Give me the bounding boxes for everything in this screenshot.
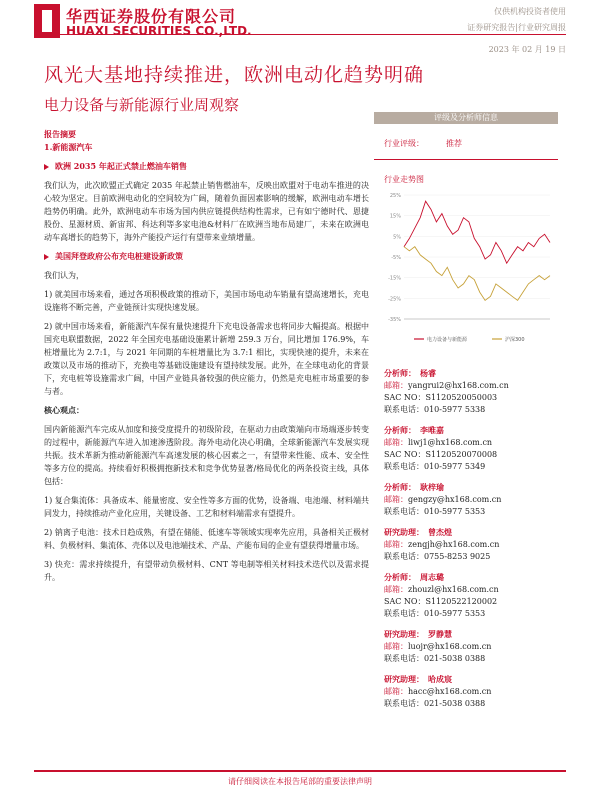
triangle-bullet-icon bbox=[44, 164, 49, 170]
analyst-name-line bbox=[384, 424, 558, 437]
analyst-email-line bbox=[384, 539, 558, 551]
legal-notice: 请仔细阅读在本报告尾部的重要法律声明 bbox=[228, 777, 372, 786]
analyst-name-line bbox=[384, 673, 558, 686]
analyst-card bbox=[374, 367, 558, 416]
analyst-phone: 联系电话：021-5038 0388 bbox=[384, 699, 486, 708]
analyst-role: 分析师： bbox=[384, 572, 416, 582]
series-line-0 bbox=[404, 201, 550, 263]
analyst-role: 分析师： bbox=[384, 425, 416, 435]
email-label: 邮箱： bbox=[384, 495, 408, 504]
analyst-phone: 联系电话：021-5038 0388 bbox=[384, 654, 486, 663]
trend-chart-title: 行业走势图 bbox=[384, 175, 424, 184]
header-divider bbox=[34, 34, 566, 35]
email-label: 邮箱： bbox=[384, 687, 408, 696]
analyst-role: 研究助理： bbox=[384, 674, 424, 684]
analyst-email-line bbox=[384, 494, 558, 506]
email-label: 邮箱： bbox=[384, 381, 408, 390]
report-title: 风光大基地持续推进，欧洲电动化趋势明确 bbox=[44, 64, 425, 86]
analyst-name: 杨睿 bbox=[420, 368, 436, 378]
analyst-name: 李唯嘉 bbox=[420, 425, 444, 435]
y-tick-label: -25% bbox=[388, 296, 401, 303]
analyst-name-line bbox=[384, 628, 558, 641]
legend-label: 沪深300 bbox=[505, 337, 525, 343]
sidebar-title-bar: 评级及分析师信息 bbox=[374, 112, 558, 124]
analyst-email[interactable]: zengjh@hx168.com.cn bbox=[408, 540, 500, 549]
paragraph: 国内新能源汽车完成从加度和接受度提升的初级阶段，在驱动力由政策端向市场端逐步转变的过程中，新能源汽车进入加速渗透阶段。海外电动化决心明确，全球新能源汽车发展实现共振。技术革新为推动新能源汽车高速发展的核心因素之一，有望带来性能、成本、安全性等多方位的提高。持续看好积极拥抱新技术和竞争优势显著/格局优化的两条投资主线，具体包括： bbox=[44, 425, 369, 486]
analyst-phone: 联系电话：010-5977 5338 bbox=[384, 405, 486, 414]
report-subtitle: 电力设备与新能源行业周观察 bbox=[44, 96, 240, 114]
analyst-role: 研究助理： bbox=[384, 629, 424, 639]
analyst-email[interactable]: gengzy@hx168.com.cn bbox=[408, 495, 502, 504]
analyst-card bbox=[374, 673, 558, 710]
bullet-heading bbox=[44, 160, 369, 173]
paragraph: 我们认为， bbox=[44, 271, 84, 280]
analyst-email-line bbox=[384, 686, 558, 698]
analyst-email-line bbox=[384, 641, 558, 653]
analyst-role: 研究助理： bbox=[384, 527, 424, 537]
analyst-name: 罗静慧 bbox=[428, 629, 452, 639]
section-heading-ev: 1.新能源汽车 bbox=[44, 142, 93, 152]
analyst-name-line bbox=[384, 526, 558, 539]
rating-value: 推荐 bbox=[446, 139, 462, 148]
audience-note: 仅供机构投资者使用 bbox=[494, 7, 566, 16]
paragraph: 1) 复合集流体：具备成本、能量密度、安全性等多方面的优势，设备端、电池端、材料端共同发力，持续推动产业化应用，关键设备、工艺和材料端需求有望提升。 bbox=[44, 496, 369, 518]
summary-heading: 报告摘要 bbox=[44, 129, 76, 139]
sidebar bbox=[374, 112, 558, 710]
y-tick-label: -5% bbox=[391, 255, 401, 261]
analyst-list bbox=[374, 367, 558, 710]
bullet-text: 美国拜登政府公布充电桩建设新政策 bbox=[55, 251, 183, 261]
bullet-heading bbox=[44, 250, 369, 263]
analyst-phone: 联系电话：010-5977 5349 bbox=[384, 462, 486, 471]
analyst-email[interactable]: yangrui2@hx168.com.cn bbox=[408, 381, 509, 390]
analyst-card bbox=[374, 481, 558, 518]
paragraph: 2) 钠离子电池：技术日趋成熟，有望在储能、低速车等领域实现率先应用，具备相关正极材料、负极材料、集流体、壳体以及电池端技术、产品、产能布局的企业有望获得增量市场。 bbox=[44, 528, 369, 550]
analyst-name: 周志璐 bbox=[420, 572, 444, 582]
series-line-1 bbox=[404, 247, 550, 301]
legend-label: 电力设备与新能源 bbox=[427, 337, 468, 343]
email-label: 邮箱： bbox=[384, 438, 408, 447]
analyst-email-line bbox=[384, 437, 558, 449]
analyst-email[interactable]: zhouzl@hx168.com.cn bbox=[408, 585, 499, 594]
analyst-email[interactable]: hacc@hx168.com.cn bbox=[408, 687, 492, 696]
analyst-card bbox=[374, 571, 558, 620]
y-tick-label: 15% bbox=[389, 213, 401, 220]
industry-rating bbox=[374, 138, 558, 149]
analyst-name-line bbox=[384, 571, 558, 584]
logo-cn-text: 华西证券股份有限公司 bbox=[66, 7, 237, 26]
y-tick-label: -35% bbox=[388, 317, 401, 323]
analyst-role: 分析师： bbox=[384, 368, 416, 378]
rating-label: 行业评级： bbox=[384, 139, 424, 148]
report-type: 证券研究报告|行业研究周报 bbox=[467, 23, 566, 32]
analyst-card bbox=[374, 628, 558, 665]
paragraph: 1) 就美国市场来看，通过各项积极政策的推动下，美国市场电动车销量有望高速增长，充电设施将不断完善，产业链预计实现快速发展。 bbox=[44, 290, 369, 312]
analyst-phone: 联系电话：010-5977 5353 bbox=[384, 507, 486, 516]
footer-divider bbox=[34, 770, 566, 772]
analyst-email-line bbox=[384, 380, 558, 392]
email-label: 邮箱： bbox=[384, 540, 408, 549]
analyst-email[interactable]: liwj1@hx168.com.cn bbox=[408, 438, 493, 447]
analyst-email[interactable]: luojr@hx168.com.cn bbox=[408, 642, 492, 651]
report-body bbox=[44, 128, 369, 584]
analyst-phone: 联系电话：0755-8253 9025 bbox=[384, 552, 491, 561]
analyst-card bbox=[374, 424, 558, 473]
analyst-sac: SAC NO：S1120520050003 bbox=[384, 393, 498, 402]
analyst-card bbox=[374, 526, 558, 563]
paragraph: 2) 就中国市场来看，新能源汽车保有量快速提升下充电设备需求也将同步大幅提高。根据中国充电联盟数据，2022 年全国充电基础设施累计新增 259.3 万台，同比增加 176.9%，车桩增量比为 2.7:1，与 2021 年同期的车桩增量比为 3.7:1 相比，实现快速的提升，未来在政策以及市场的推动下，充换电等基础设施建设有望持续发展。此外，在全球电动化的背景下，充电桩等设施需求广阔，中国产业链具备较强的供应能力，仍然是充电桩市场重要的参与者。 bbox=[44, 322, 369, 396]
triangle-bullet-icon bbox=[44, 254, 49, 260]
analyst-role: 分析师： bbox=[384, 482, 416, 492]
logo-en-text: HUAXI SECURITIES CO.,LTD. bbox=[66, 24, 252, 38]
bullet-text: 欧洲 2035 年起正式禁止燃油车销售 bbox=[55, 161, 187, 171]
analyst-name-line bbox=[384, 481, 558, 494]
trend-chart bbox=[374, 189, 558, 357]
y-tick-label: -15% bbox=[388, 275, 401, 282]
y-tick-label: 25% bbox=[389, 193, 401, 199]
report-date: 2023 年 02 月 19 日 bbox=[488, 45, 566, 54]
analyst-name: 耿梓瑜 bbox=[420, 482, 444, 492]
paragraph: 我们认为，此次欧盟正式确定 2035 年起禁止销售燃油车，反映出欧盟对于电动车推进的决心较为坚定。目前欧洲电动化的空间较为广阔，随着负面因素影响的缓解，欧洲电动车增长趋势仍明确。此外，欧洲电动车市场为国内供应链提供结构性需求，已有如宁德时代、恩捷股份、星源材质、新宙邦、科达利等多家电池&材料厂在欧洲当地布局建厂，未来在欧洲电动车高增长的趋势下，海外产能投产运行有望带来业绩增量。 bbox=[44, 181, 369, 242]
analyst-name: 曾杰煌 bbox=[428, 527, 452, 537]
y-tick-label: 5% bbox=[393, 234, 401, 241]
analyst-name: 哈成宸 bbox=[428, 674, 452, 684]
analyst-name-line bbox=[384, 367, 558, 380]
analyst-email-line bbox=[384, 584, 558, 596]
rating-divider bbox=[374, 159, 558, 160]
email-label: 邮箱： bbox=[384, 642, 408, 651]
analyst-sac: SAC NO：S1120522120002 bbox=[384, 597, 498, 606]
analyst-phone: 联系电话：010-5977 5353 bbox=[384, 609, 486, 618]
analyst-sac: SAC NO：S1120520070008 bbox=[384, 450, 498, 459]
core-view-heading: 核心观点： bbox=[44, 405, 84, 415]
paragraph: 3) 快充：需求持续提升，有望带动负极材料、CNT 等电制等相关材料技术迭代以及需求提升。 bbox=[44, 560, 369, 582]
logo-mark bbox=[34, 4, 60, 38]
email-label: 邮箱： bbox=[384, 585, 408, 594]
